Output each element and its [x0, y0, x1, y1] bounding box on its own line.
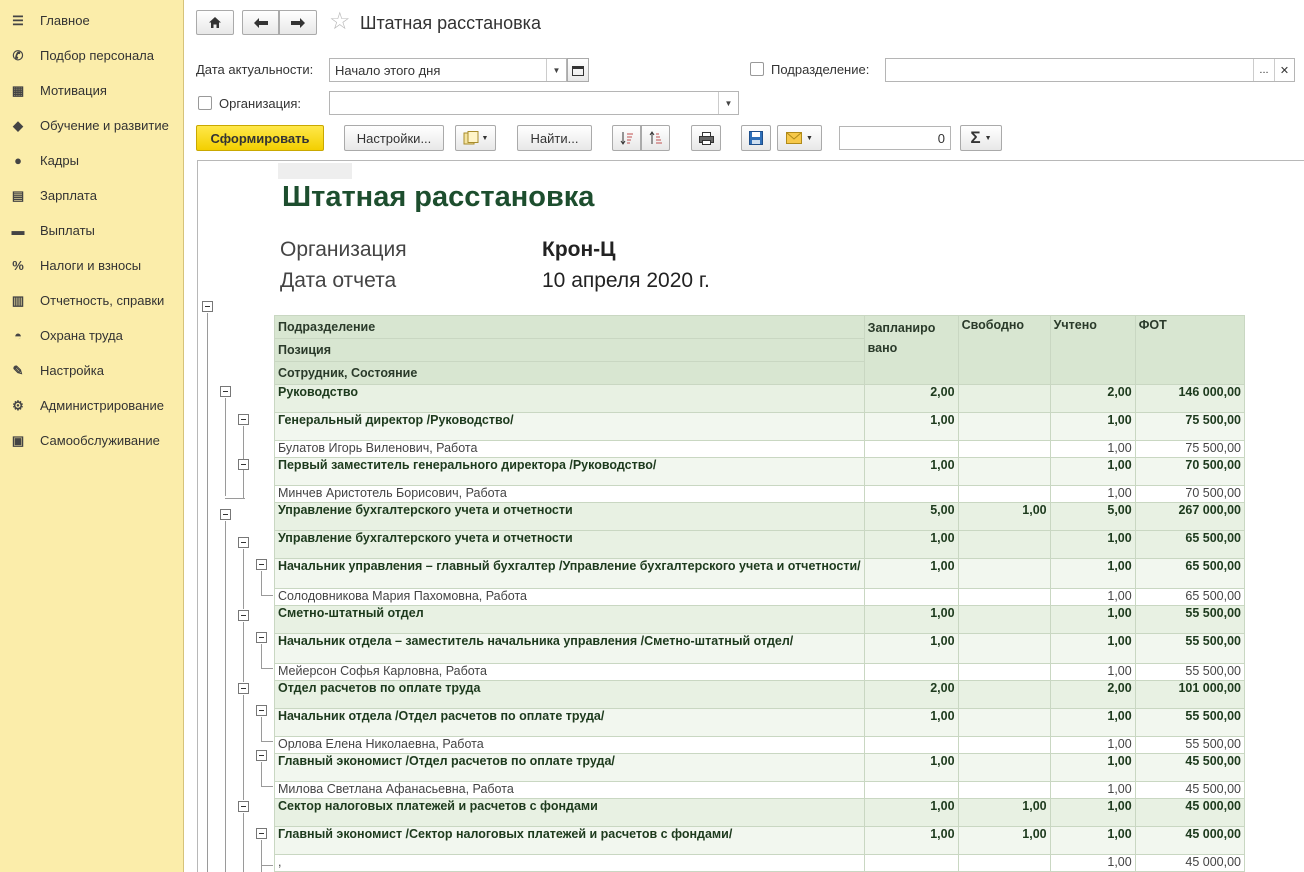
- date-field[interactable]: [329, 58, 567, 82]
- sidebar-item[interactable]: [0, 178, 183, 213]
- cell-counted: 1,00: [1050, 634, 1135, 664]
- cell-planned: [864, 664, 958, 681]
- sidebar: [0, 0, 184, 872]
- cell-name: Булатов Игорь Виленович, Работа: [275, 441, 865, 458]
- table-header-row: [275, 316, 1245, 339]
- reports-icon: ▥: [11, 292, 25, 308]
- cell-free: 1,00: [958, 503, 1050, 531]
- calculator-icon: ▤: [11, 187, 25, 203]
- tree-line: [225, 521, 226, 872]
- sidebar-item[interactable]: [0, 73, 183, 108]
- send-mail-button[interactable]: [777, 125, 822, 151]
- header-employee: Сотрудник, Состояние: [275, 362, 865, 385]
- cell-free: [958, 589, 1050, 606]
- tree-line: [225, 398, 226, 496]
- chevron-down-icon[interactable]: ▼: [546, 59, 566, 81]
- tree-line: [243, 622, 244, 682]
- sidebar-item[interactable]: [0, 143, 183, 178]
- tree-line: [261, 741, 273, 742]
- cell-name: Сектор налоговых платежей и расчетов с фондами: [275, 799, 865, 827]
- cell-free: 1,00: [958, 799, 1050, 827]
- helmet-icon: ◓: [14, 328, 22, 343]
- cell-counted: 1,00: [1050, 827, 1135, 855]
- collapse-icon[interactable]: [256, 632, 267, 643]
- organization-field[interactable]: [329, 91, 739, 115]
- cell-fot: 45 500,00: [1135, 754, 1244, 782]
- cell-free: [958, 634, 1050, 664]
- variants-button[interactable]: [455, 125, 496, 151]
- sidebar-item-label: Отчетность, справки: [40, 293, 165, 308]
- main-area: [185, 0, 1304, 872]
- cell-free: [958, 855, 1050, 872]
- table-row[interactable]: [275, 634, 1245, 664]
- cell-counted: 1,00: [1050, 413, 1135, 441]
- percent-icon: %: [12, 258, 24, 273]
- sidebar-item-label: Подбор персонала: [40, 48, 154, 63]
- table-row[interactable]: [275, 827, 1245, 855]
- cell-name: Главный экономист /Сектор налоговых платежей и расчетов с фондами/: [275, 827, 865, 855]
- sidebar-item-label: Настройка: [40, 363, 104, 378]
- cell-name: Начальник управления – главный бухгалтер /Управление бухгалтерского учета и отчетности/: [275, 559, 865, 589]
- cell-name: Солодовникова Мария Пахомовна, Работа: [275, 589, 865, 606]
- tree-line: [243, 471, 244, 498]
- tree-line: [243, 549, 244, 609]
- cell-name: Отдел расчетов по оплате труда: [275, 681, 865, 709]
- cell-free: [958, 737, 1050, 754]
- collapse-icon[interactable]: [256, 559, 267, 570]
- arrow-left-icon: [253, 17, 269, 29]
- cell-planned: [864, 855, 958, 872]
- tree-line: [261, 668, 273, 669]
- cell-planned: 1,00: [864, 606, 958, 634]
- division-field[interactable]: [885, 58, 1295, 82]
- cell-free: [958, 385, 1050, 413]
- grouping-tree: [198, 161, 274, 872]
- sidebar-item[interactable]: [0, 213, 183, 248]
- cell-counted: 1,00: [1050, 458, 1135, 486]
- collapse-icon[interactable]: [238, 683, 249, 694]
- sidebar-item[interactable]: [0, 388, 183, 423]
- collapse-icon[interactable]: [238, 801, 249, 812]
- cell-free: [958, 413, 1050, 441]
- sidebar-item[interactable]: [0, 423, 183, 458]
- date-value: Начало этого дня: [335, 62, 441, 78]
- cell-fot: 70 500,00: [1135, 458, 1244, 486]
- sum-button[interactable]: [960, 125, 1002, 151]
- cell-counted: 1,00: [1050, 855, 1135, 872]
- wrench-icon: ✎: [12, 362, 24, 378]
- cell-counted: 1,00: [1050, 441, 1135, 458]
- print-button[interactable]: [691, 125, 721, 151]
- cell-name: Сметно-штатный отдел: [275, 606, 865, 634]
- table-row[interactable]: [275, 486, 1245, 503]
- sidebar-item-label: Охрана труда: [40, 328, 123, 343]
- collapse-icon[interactable]: [256, 750, 267, 761]
- header-free: Свободно: [958, 316, 1050, 385]
- tree-line: [261, 840, 262, 872]
- table-row[interactable]: [275, 681, 1245, 709]
- cell-planned: 1,00: [864, 634, 958, 664]
- cell-counted: 1,00: [1050, 799, 1135, 827]
- cell-fot: 75 500,00: [1135, 441, 1244, 458]
- cell-planned: 5,00: [864, 503, 958, 531]
- table-row[interactable]: [275, 458, 1245, 486]
- tree-line: [243, 695, 244, 800]
- cell-fot: 267 000,00: [1135, 503, 1244, 531]
- sigma-icon: Σ: [970, 128, 981, 147]
- favorite-star-icon[interactable]: ☆: [329, 8, 351, 35]
- cell-name: Милова Светлана Афанасьевна, Работа: [275, 782, 865, 799]
- cell-fot: 146 000,00: [1135, 385, 1244, 413]
- sidebar-item[interactable]: [0, 353, 183, 388]
- sidebar-item[interactable]: [0, 248, 183, 283]
- cell-planned: [864, 589, 958, 606]
- cell-name: Генеральный директор /Руководство/: [275, 413, 865, 441]
- collapse-icon[interactable]: [238, 414, 249, 425]
- collapse-icon[interactable]: [256, 705, 267, 716]
- header-planned-text: Запланиро вано: [867, 321, 936, 355]
- tree-line: [243, 813, 244, 872]
- cell-name: Главный экономист /Отдел расчетов по оплате труда/: [275, 754, 865, 782]
- cell-name: Начальник отдела /Отдел расчетов по оплате труда/: [275, 709, 865, 737]
- collapse-icon[interactable]: [220, 509, 231, 520]
- select-dots-button[interactable]: ...: [1253, 59, 1274, 81]
- organization-label: Организация:: [219, 96, 302, 111]
- save-button[interactable]: [741, 125, 771, 151]
- report-content: [274, 161, 1304, 872]
- table-row[interactable]: [275, 589, 1245, 606]
- cell-planned: 2,00: [864, 385, 958, 413]
- arrow-right-icon: [290, 17, 306, 29]
- gear-icon: ⚙: [12, 397, 24, 413]
- tree-line: [261, 644, 262, 668]
- cell-counted: 1,00: [1050, 486, 1135, 503]
- cell-name: Управление бухгалтерского учета и отчетности: [275, 503, 865, 531]
- division-checkbox[interactable]: [750, 62, 764, 76]
- cell-free: [958, 754, 1050, 782]
- cell-counted: 5,00: [1050, 503, 1135, 531]
- numeric-field[interactable]: [839, 126, 951, 150]
- cell-planned: 1,00: [864, 413, 958, 441]
- cell-counted: 1,00: [1050, 737, 1135, 754]
- date-label: Дата актуальности:: [196, 62, 314, 77]
- cell-free: [958, 709, 1050, 737]
- sidebar-item-label: Самообслуживание: [40, 433, 160, 448]
- chevron-down-icon: ▼: [984, 134, 992, 142]
- cell-free: [958, 458, 1050, 486]
- cell-name: Руководство: [275, 385, 865, 413]
- cell-fot: 55 500,00: [1135, 664, 1244, 681]
- header-fot: ФОТ: [1135, 316, 1244, 385]
- page-title: Штатная расстановка: [360, 13, 541, 33]
- cell-fot: 45 500,00: [1135, 782, 1244, 799]
- cell-fot: 45 000,00: [1135, 827, 1244, 855]
- cell-name: Орлова Елена Николаевна, Работа: [275, 737, 865, 754]
- cell-free: [958, 441, 1050, 458]
- chevron-down-icon: ▼: [481, 134, 489, 142]
- cell-fot: 70 500,00: [1135, 486, 1244, 503]
- tree-line: [261, 571, 262, 595]
- cell-fot: 55 500,00: [1135, 709, 1244, 737]
- cell-free: [958, 664, 1050, 681]
- table-row[interactable]: [275, 385, 1245, 413]
- forward-button[interactable]: [279, 10, 317, 35]
- sort-ascending-icon: [649, 131, 663, 145]
- gift-icon: ▦: [11, 82, 25, 98]
- generate-button[interactable]: Сформировать: [196, 125, 324, 151]
- report-area[interactable]: [197, 160, 1304, 872]
- cell-name: ,: [275, 855, 865, 872]
- sort-descending-button[interactable]: [612, 125, 641, 151]
- cell-name: Мейерсон Софья Карловна, Работа: [275, 664, 865, 681]
- collapse-icon[interactable]: [238, 459, 249, 470]
- graduation-icon: ◆: [13, 117, 23, 133]
- printer-icon: [699, 132, 714, 145]
- sidebar-item[interactable]: [0, 318, 183, 353]
- cell-fot: 75 500,00: [1135, 413, 1244, 441]
- cell-fot: 45 000,00: [1135, 855, 1244, 872]
- tree-line: [261, 717, 262, 741]
- chevron-down-icon[interactable]: ▼: [718, 92, 738, 114]
- sidebar-item[interactable]: [0, 38, 183, 73]
- table-row[interactable]: [275, 754, 1245, 782]
- cell-name: Минчев Аристотель Борисович, Работа: [275, 486, 865, 503]
- cell-planned: 1,00: [864, 709, 958, 737]
- report-top-strip: [278, 163, 352, 179]
- cell-free: [958, 606, 1050, 634]
- find-button[interactable]: Найти...: [517, 125, 592, 151]
- cell-fot: 101 000,00: [1135, 681, 1244, 709]
- tree-line: [261, 595, 273, 596]
- tree-line: [261, 762, 262, 786]
- cell-fot: 55 500,00: [1135, 634, 1244, 664]
- cell-planned: 1,00: [864, 531, 958, 559]
- table-row[interactable]: [275, 413, 1245, 441]
- cell-name: Управление бухгалтерского учета и отчетности: [275, 531, 865, 559]
- idcard-icon: ▣: [11, 432, 25, 448]
- people-icon: ●: [14, 153, 22, 168]
- cell-fot: 55 500,00: [1135, 737, 1244, 754]
- sidebar-item-label: Главное: [40, 13, 90, 28]
- cell-fot: 65 500,00: [1135, 589, 1244, 606]
- division-label: Подразделение:: [771, 62, 870, 77]
- collapse-icon[interactable]: [238, 610, 249, 621]
- cell-planned: 1,00: [864, 754, 958, 782]
- cell-free: 1,00: [958, 827, 1050, 855]
- cell-counted: 1,00: [1050, 782, 1135, 799]
- table-row[interactable]: [275, 782, 1245, 799]
- report-org-label: Организация: [280, 238, 407, 261]
- collapse-icon[interactable]: [256, 828, 267, 839]
- tree-line: [207, 313, 208, 872]
- cell-free: [958, 681, 1050, 709]
- cell-planned: [864, 737, 958, 754]
- staffing-table: [274, 315, 1245, 872]
- tree-line: [225, 498, 245, 499]
- sidebar-item-label: Обучение и развитие: [40, 118, 169, 133]
- table-row[interactable]: [275, 664, 1245, 681]
- cell-fot: 65 500,00: [1135, 559, 1244, 589]
- envelope-icon: [786, 132, 802, 144]
- cell-counted: 1,00: [1050, 559, 1135, 589]
- sort-descending-icon: [620, 131, 634, 145]
- sidebar-item-label: Мотивация: [40, 83, 107, 98]
- cell-planned: [864, 782, 958, 799]
- sidebar-item[interactable]: [0, 3, 183, 38]
- cell-free: [958, 559, 1050, 589]
- settings-button[interactable]: Настройки...: [344, 125, 444, 151]
- collapse-icon[interactable]: [220, 386, 231, 397]
- table-row[interactable]: [275, 606, 1245, 634]
- report-title: Штатная расстановка: [282, 181, 595, 213]
- organization-checkbox[interactable]: [198, 96, 212, 110]
- report-date-label: Дата отчета: [280, 269, 397, 292]
- table-row[interactable]: [275, 799, 1245, 827]
- header-division: Подразделение: [275, 316, 865, 339]
- sidebar-item-label: Кадры: [40, 153, 79, 168]
- table-row[interactable]: [275, 709, 1245, 737]
- clear-icon[interactable]: ✕: [1274, 59, 1294, 81]
- header-planned: [864, 316, 958, 385]
- menu-icon: ☰: [12, 12, 24, 28]
- cell-planned: 1,00: [864, 559, 958, 589]
- table-row[interactable]: [275, 531, 1245, 559]
- numeric-value: 0: [937, 130, 945, 146]
- calendar-button[interactable]: [567, 58, 589, 82]
- collapse-icon[interactable]: [238, 537, 249, 548]
- cell-fot: 65 500,00: [1135, 531, 1244, 559]
- sidebar-item[interactable]: [0, 108, 183, 143]
- header-position: Позиция: [275, 339, 865, 362]
- header-counted: Учтено: [1050, 316, 1135, 385]
- cell-planned: 1,00: [864, 458, 958, 486]
- cell-free: [958, 782, 1050, 799]
- cell-counted: 1,00: [1050, 606, 1135, 634]
- sidebar-item-label: Выплаты: [40, 223, 95, 238]
- cell-planned: 1,00: [864, 799, 958, 827]
- cell-counted: 1,00: [1050, 754, 1135, 782]
- cell-planned: 1,00: [864, 827, 958, 855]
- cell-free: [958, 531, 1050, 559]
- cell-counted: 1,00: [1050, 531, 1135, 559]
- cell-fot: 55 500,00: [1135, 606, 1244, 634]
- cell-counted: 1,00: [1050, 664, 1135, 681]
- cell-planned: [864, 441, 958, 458]
- wallet-icon: ▬: [11, 223, 25, 238]
- table-row[interactable]: [275, 737, 1245, 754]
- collapse-icon[interactable]: [202, 301, 213, 312]
- home-icon: [208, 16, 222, 29]
- tree-line: [261, 865, 273, 866]
- cell-counted: 2,00: [1050, 385, 1135, 413]
- table-row[interactable]: [275, 559, 1245, 589]
- floppy-disk-icon: [749, 131, 763, 145]
- table-row[interactable]: [275, 855, 1245, 872]
- sidebar-item-label: Зарплата: [40, 188, 97, 203]
- tree-line: [261, 786, 273, 787]
- cell-name: Начальник отдела – заместитель начальника управления /Сметно-штатный отдел/: [275, 634, 865, 664]
- report-variant-icon: [463, 131, 479, 145]
- sidebar-item-label: Администрирование: [40, 398, 164, 413]
- back-button[interactable]: [242, 10, 279, 35]
- cell-counted: 1,00: [1050, 589, 1135, 606]
- sort-ascending-button[interactable]: [641, 125, 670, 151]
- cell-free: [958, 486, 1050, 503]
- report-date-value: 10 апреля 2020 г.: [542, 269, 710, 292]
- chevron-down-icon: ▼: [806, 134, 813, 142]
- cell-planned: 2,00: [864, 681, 958, 709]
- sidebar-item-label: Налоги и взносы: [40, 258, 142, 273]
- sidebar-item[interactable]: [0, 283, 183, 318]
- cell-counted: 2,00: [1050, 681, 1135, 709]
- home-button[interactable]: [196, 10, 234, 35]
- cell-fot: 45 000,00: [1135, 799, 1244, 827]
- phone-icon: ✆: [12, 47, 24, 63]
- report-org-value: Крон-Ц: [542, 238, 616, 261]
- cell-planned: [864, 486, 958, 503]
- calendar-icon: [572, 65, 584, 76]
- cell-counted: 1,00: [1050, 709, 1135, 737]
- cell-name: Первый заместитель генерального директора /Руководство/: [275, 458, 865, 486]
- table-row[interactable]: [275, 441, 1245, 458]
- table-row[interactable]: [275, 503, 1245, 531]
